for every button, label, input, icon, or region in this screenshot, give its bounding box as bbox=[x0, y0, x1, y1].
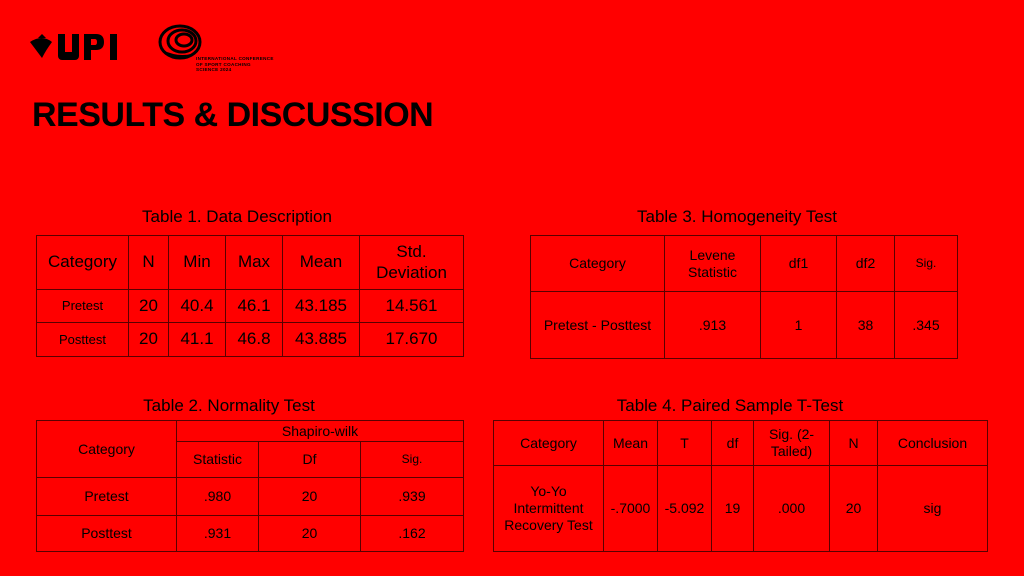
table-row bbox=[37, 323, 464, 357]
table-cell: -.7000 bbox=[604, 466, 658, 552]
table-cell: Yo-Yo Intermittent Recovery Test bbox=[494, 466, 604, 552]
table-cell: .000 bbox=[754, 466, 830, 552]
table-header-row bbox=[37, 236, 464, 290]
header-cell: Category bbox=[37, 421, 177, 478]
table1-caption: Table 1. Data Description bbox=[142, 207, 332, 226]
table-cell: 14.561 bbox=[360, 290, 464, 323]
header-cell: Sig. bbox=[895, 236, 958, 292]
header-cell: Shapiro-wilk bbox=[177, 421, 464, 442]
header-cell: Mean bbox=[283, 236, 360, 290]
table-cell: 20 bbox=[259, 478, 361, 516]
table-cell: -5.092 bbox=[658, 466, 712, 552]
table-header-row bbox=[494, 421, 988, 466]
table-header-row bbox=[531, 236, 958, 292]
header-cell: Category bbox=[37, 236, 129, 290]
table-header-row bbox=[37, 421, 464, 442]
table2-caption: Table 2. Normality Test bbox=[143, 396, 315, 415]
table-cell: Pretest bbox=[37, 478, 177, 516]
table-cell: .980 bbox=[177, 478, 259, 516]
header-cell: Category bbox=[494, 421, 604, 466]
table-cell: Pretest bbox=[37, 290, 129, 323]
table-cell: .162 bbox=[361, 516, 464, 552]
table-cell: 46.1 bbox=[226, 290, 283, 323]
header-cell: Max bbox=[226, 236, 283, 290]
header-cell: Sig. bbox=[361, 442, 464, 478]
table-cell: 43.885 bbox=[283, 323, 360, 357]
data-description-table bbox=[36, 235, 464, 357]
page-title: RESULTS & DISCUSSION bbox=[32, 96, 434, 134]
table-row bbox=[37, 478, 464, 516]
table-cell: .345 bbox=[895, 292, 958, 359]
header-cell: N bbox=[129, 236, 169, 290]
table-row bbox=[37, 290, 464, 323]
header-cell: Mean bbox=[604, 421, 658, 466]
table-cell: 20 bbox=[129, 323, 169, 357]
table-cell: .931 bbox=[177, 516, 259, 552]
normality-test-table bbox=[36, 420, 464, 552]
header-cell: T bbox=[658, 421, 712, 466]
header-cell: df1 bbox=[761, 236, 837, 292]
upi-logo bbox=[28, 28, 124, 66]
table-cell: 46.8 bbox=[226, 323, 283, 357]
table-row bbox=[531, 292, 958, 359]
table-cell: 20 bbox=[259, 516, 361, 552]
table-row bbox=[37, 516, 464, 552]
table-cell: 20 bbox=[129, 290, 169, 323]
header-cell: Levene Statistic bbox=[665, 236, 761, 292]
header-cell: Conclusion bbox=[878, 421, 988, 466]
table-cell: Pretest - Posttest bbox=[531, 292, 665, 359]
table-row bbox=[494, 466, 988, 552]
conference-name: INTERNATIONAL CONFERENCE OF SPORT COACHING SCIENCE 2024 bbox=[196, 56, 274, 73]
header-cell: Sig. (2-Tailed) bbox=[754, 421, 830, 466]
table-cell: Posttest bbox=[37, 323, 129, 357]
table-cell: 19 bbox=[712, 466, 754, 552]
table-cell: Posttest bbox=[37, 516, 177, 552]
paired-sample-t-test-table bbox=[493, 420, 988, 552]
table-cell: 1 bbox=[761, 292, 837, 359]
header-cell: df2 bbox=[837, 236, 895, 292]
header-cell: Std. Deviation bbox=[360, 236, 464, 290]
table-cell: .913 bbox=[665, 292, 761, 359]
table-cell: 40.4 bbox=[169, 290, 226, 323]
table-cell: 17.670 bbox=[360, 323, 464, 357]
table-cell: sig bbox=[878, 466, 988, 552]
homogeneity-test-table bbox=[530, 235, 958, 359]
header-cell: Df bbox=[259, 442, 361, 478]
table3-caption: Table 3. Homogeneity Test bbox=[636, 207, 838, 226]
table4-caption: Table 4. Paired Sample T-Test bbox=[616, 396, 844, 415]
table-cell: 41.1 bbox=[169, 323, 226, 357]
header-cell: Category bbox=[531, 236, 665, 292]
header-cell: Statistic bbox=[177, 442, 259, 478]
header-cell: N bbox=[830, 421, 878, 466]
table-cell: 20 bbox=[830, 466, 878, 552]
table-cell: 43.185 bbox=[283, 290, 360, 323]
header-cell: df bbox=[712, 421, 754, 466]
table-cell: 38 bbox=[837, 292, 895, 359]
header-cell: Min bbox=[169, 236, 226, 290]
table-cell: .939 bbox=[361, 478, 464, 516]
